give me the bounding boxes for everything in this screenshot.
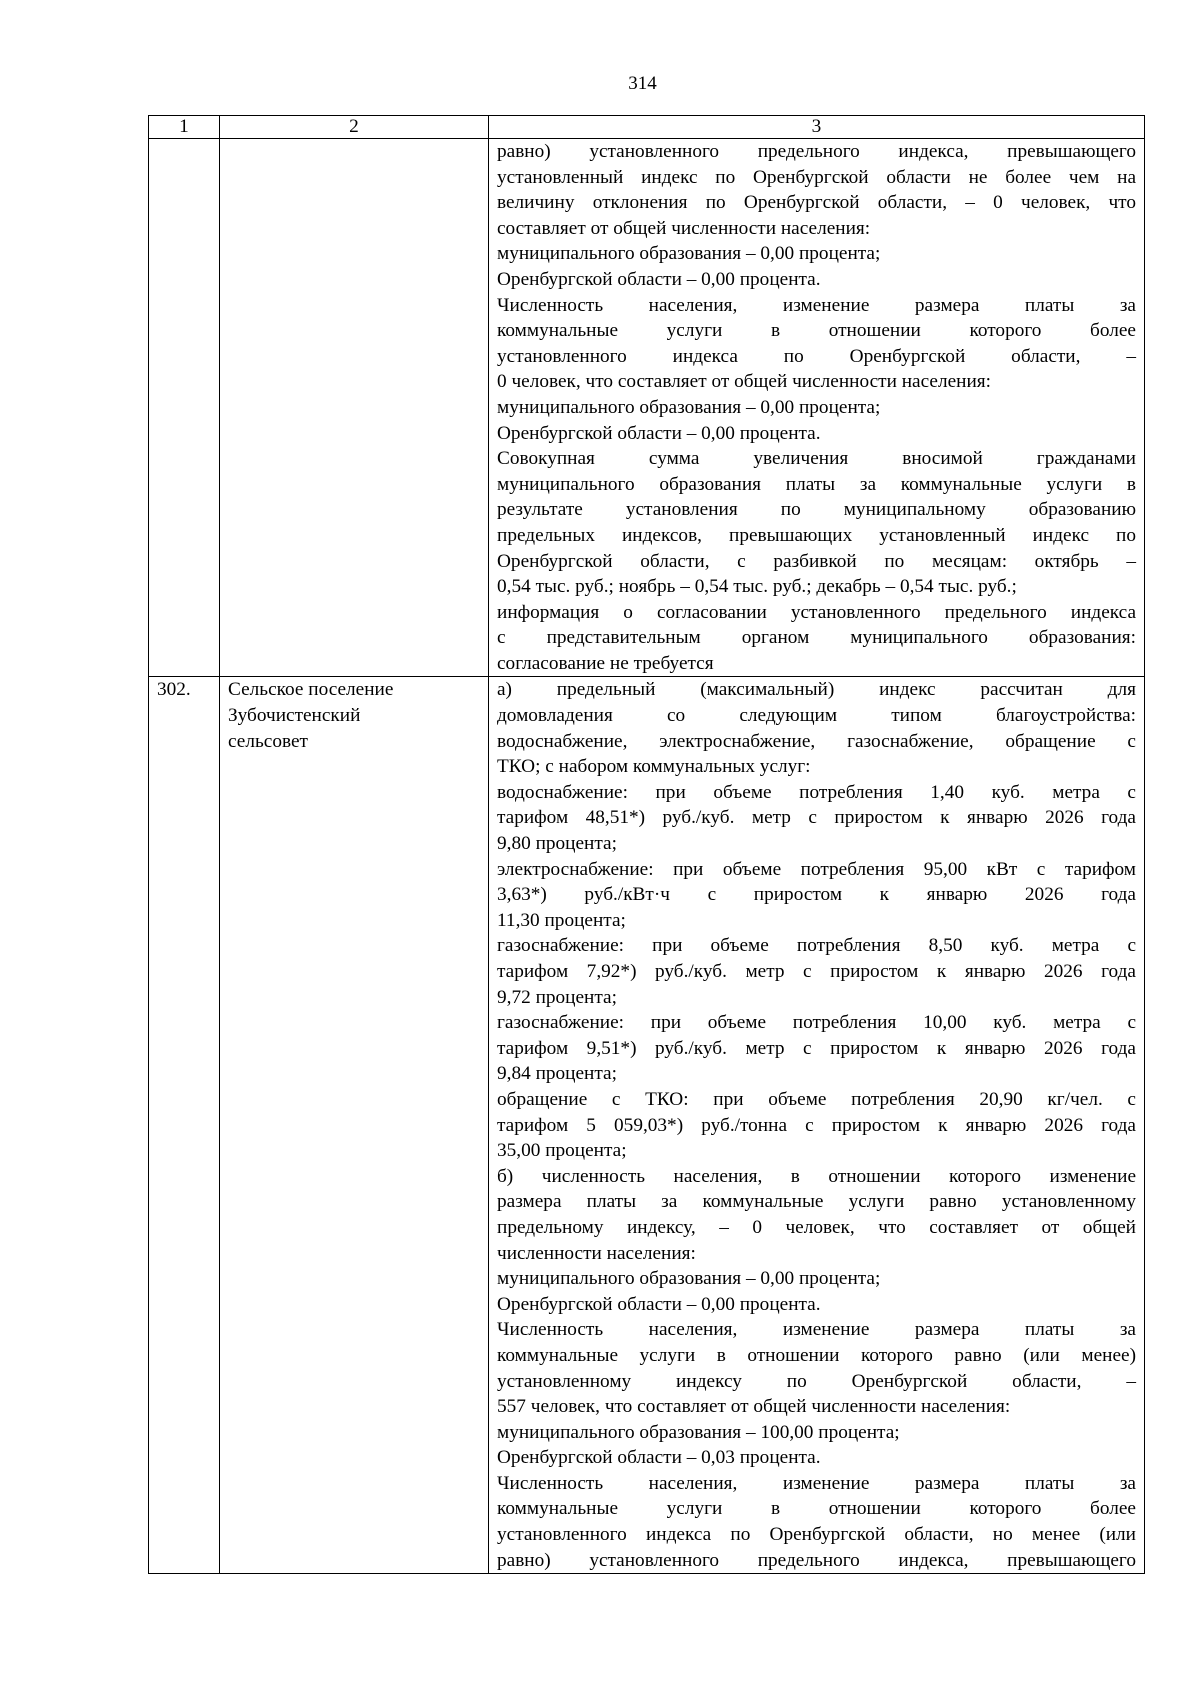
description-line: 35,00 процента; bbox=[497, 1140, 627, 1162]
description-line: Численность населения, изменение размера платы за bbox=[497, 1319, 1136, 1341]
description-line: равно) установленного предельного индекса, превышающего bbox=[497, 1549, 1136, 1571]
description-line: Оренбургской области – 0,00 процента. bbox=[497, 422, 821, 444]
description-line: установленного индекса по Оренбургской области, но менее (или bbox=[497, 1524, 1136, 1546]
column-header-2: 2 bbox=[220, 116, 489, 139]
description-line: 9,72 процента; bbox=[497, 986, 617, 1008]
description-line: б) численность населения, в отношении которого изменение bbox=[497, 1165, 1136, 1187]
row-number: 302. bbox=[149, 677, 220, 1574]
description-line: обращение с ТКО: при объеме потребления 20,90 кг/чел. с bbox=[497, 1088, 1136, 1110]
page-number: 314 bbox=[628, 73, 657, 94]
description-line: коммунальные услуги в отношении которого более bbox=[497, 320, 1136, 342]
description-line: Оренбургской области, с разбивкой по месяцам: октябрь – bbox=[497, 550, 1136, 572]
description-line: величину отклонения по Оренбургской области, – 0 человек, что bbox=[497, 192, 1136, 214]
row-number bbox=[149, 139, 220, 677]
description-line: муниципального образования – 0,00 процента; bbox=[497, 396, 881, 418]
description-line: размера платы за коммунальные услуги равно установленному bbox=[497, 1191, 1136, 1213]
description-line: муниципального образования – 0,00 процента; bbox=[497, 1268, 881, 1290]
description-line: Оренбургской области – 0,03 процента. bbox=[497, 1447, 821, 1469]
data-table bbox=[148, 115, 1145, 1574]
description-line: Оренбургской области – 0,00 процента. bbox=[497, 1293, 821, 1315]
municipality-name-line: сельсовет bbox=[228, 730, 308, 752]
index-description bbox=[489, 139, 1145, 677]
table-row bbox=[149, 677, 1145, 1574]
column-header-1: 1 bbox=[149, 116, 220, 139]
description-line: муниципального образования платы за коммунальные услуги в bbox=[497, 473, 1136, 495]
description-line: ТКО; с набором коммунальных услуг: bbox=[497, 756, 811, 778]
description-line: Численность населения, изменение размера платы за bbox=[497, 1472, 1136, 1494]
description-line: коммунальные услуги в отношении которого более bbox=[497, 1498, 1136, 1520]
description-line: 9,84 процента; bbox=[497, 1063, 617, 1085]
description-line: тарифом 5 059,03*) руб./тонна с приростом к январю 2026 года bbox=[497, 1114, 1136, 1136]
description-line: Численность населения, изменение размера платы за bbox=[497, 294, 1136, 316]
description-line: газоснабжение: при объеме потребления 8,50 куб. метра с bbox=[497, 935, 1136, 957]
description-line: 0 человек, что составляет от общей численности населения: bbox=[497, 371, 991, 393]
table-row bbox=[149, 139, 1145, 677]
description-line: электроснабжение: при объеме потребления 95,00 кВт с тарифом bbox=[497, 858, 1136, 880]
municipality-name-line: Зубочистенский bbox=[228, 705, 361, 727]
description-line: установленного индекса по Оренбургской области, – bbox=[497, 345, 1136, 367]
description-line: Совокупная сумма увеличения вносимой гражданами bbox=[497, 448, 1136, 470]
description-line: предельному индексу, – 0 человек, что составляет от общей bbox=[497, 1216, 1136, 1238]
description-line: 557 человек, что составляет от общей численности населения: bbox=[497, 1396, 1011, 1418]
municipality-name bbox=[220, 677, 489, 1574]
description-line: 9,80 процента; bbox=[497, 833, 617, 855]
description-line: а) предельный (максимальный) индекс рассчитан для bbox=[497, 679, 1136, 701]
index-description bbox=[489, 677, 1145, 1574]
description-line: Оренбургской области – 0,00 процента. bbox=[497, 268, 821, 290]
description-line: 11,30 процента; bbox=[497, 909, 626, 931]
description-line: с представительным органом муниципального образования: bbox=[497, 627, 1136, 649]
description-line: муниципального образования – 100,00 процента; bbox=[497, 1421, 900, 1443]
table-header-row bbox=[149, 116, 1145, 139]
description-line: 3,63*) руб./кВт·ч с приростом к январю 2026 года bbox=[497, 884, 1136, 906]
description-line: 0,54 тыс. руб.; ноябрь – 0,54 тыс. руб.; декабрь – 0,54 тыс. руб.; bbox=[497, 576, 1017, 598]
description-line: водоснабжение: при объеме потребления 1,40 куб. метра с bbox=[497, 781, 1136, 803]
description-line: равно) установленного предельного индекса, превышающего bbox=[497, 141, 1136, 162]
municipality-name-line: Сельское поселение bbox=[228, 679, 394, 701]
description-line: водоснабжение, электроснабжение, газоснабжение, обращение с bbox=[497, 730, 1136, 752]
description-line: тарифом 48,51*) руб./куб. метр с приростом к январю 2026 года bbox=[497, 807, 1136, 829]
description-line: установленному индексу по Оренбургской области, – bbox=[497, 1370, 1136, 1392]
description-line: согласование не требуется bbox=[497, 652, 714, 674]
description-line: составляет от общей численности населения: bbox=[497, 217, 871, 239]
description-line: информация о согласовании установленного предельного индекса bbox=[497, 601, 1136, 623]
description-line: коммунальные услуги в отношении которого равно (или менее) bbox=[497, 1344, 1136, 1366]
description-line: домовладения со следующим типом благоустройства: bbox=[497, 705, 1136, 727]
description-line: результате установления по муниципальному образованию bbox=[497, 499, 1136, 521]
description-line: газоснабжение: при объеме потребления 10,00 куб. метра с bbox=[497, 1012, 1136, 1034]
description-line: тарифом 9,51*) руб./куб. метр с приростом к январю 2026 года bbox=[497, 1037, 1136, 1059]
description-line: предельных индексов, превышающих установленный индекс по bbox=[497, 524, 1136, 546]
municipality-name bbox=[220, 139, 489, 677]
description-line: муниципального образования – 0,00 процента; bbox=[497, 243, 881, 265]
description-line: тарифом 7,92*) руб./куб. метр с приростом к январю 2026 года bbox=[497, 961, 1136, 982]
description-line: численности населения: bbox=[497, 1242, 696, 1264]
description-line: установленный индекс по Оренбургской области не более чем на bbox=[497, 166, 1136, 188]
column-header-3: 3 bbox=[489, 116, 1145, 139]
